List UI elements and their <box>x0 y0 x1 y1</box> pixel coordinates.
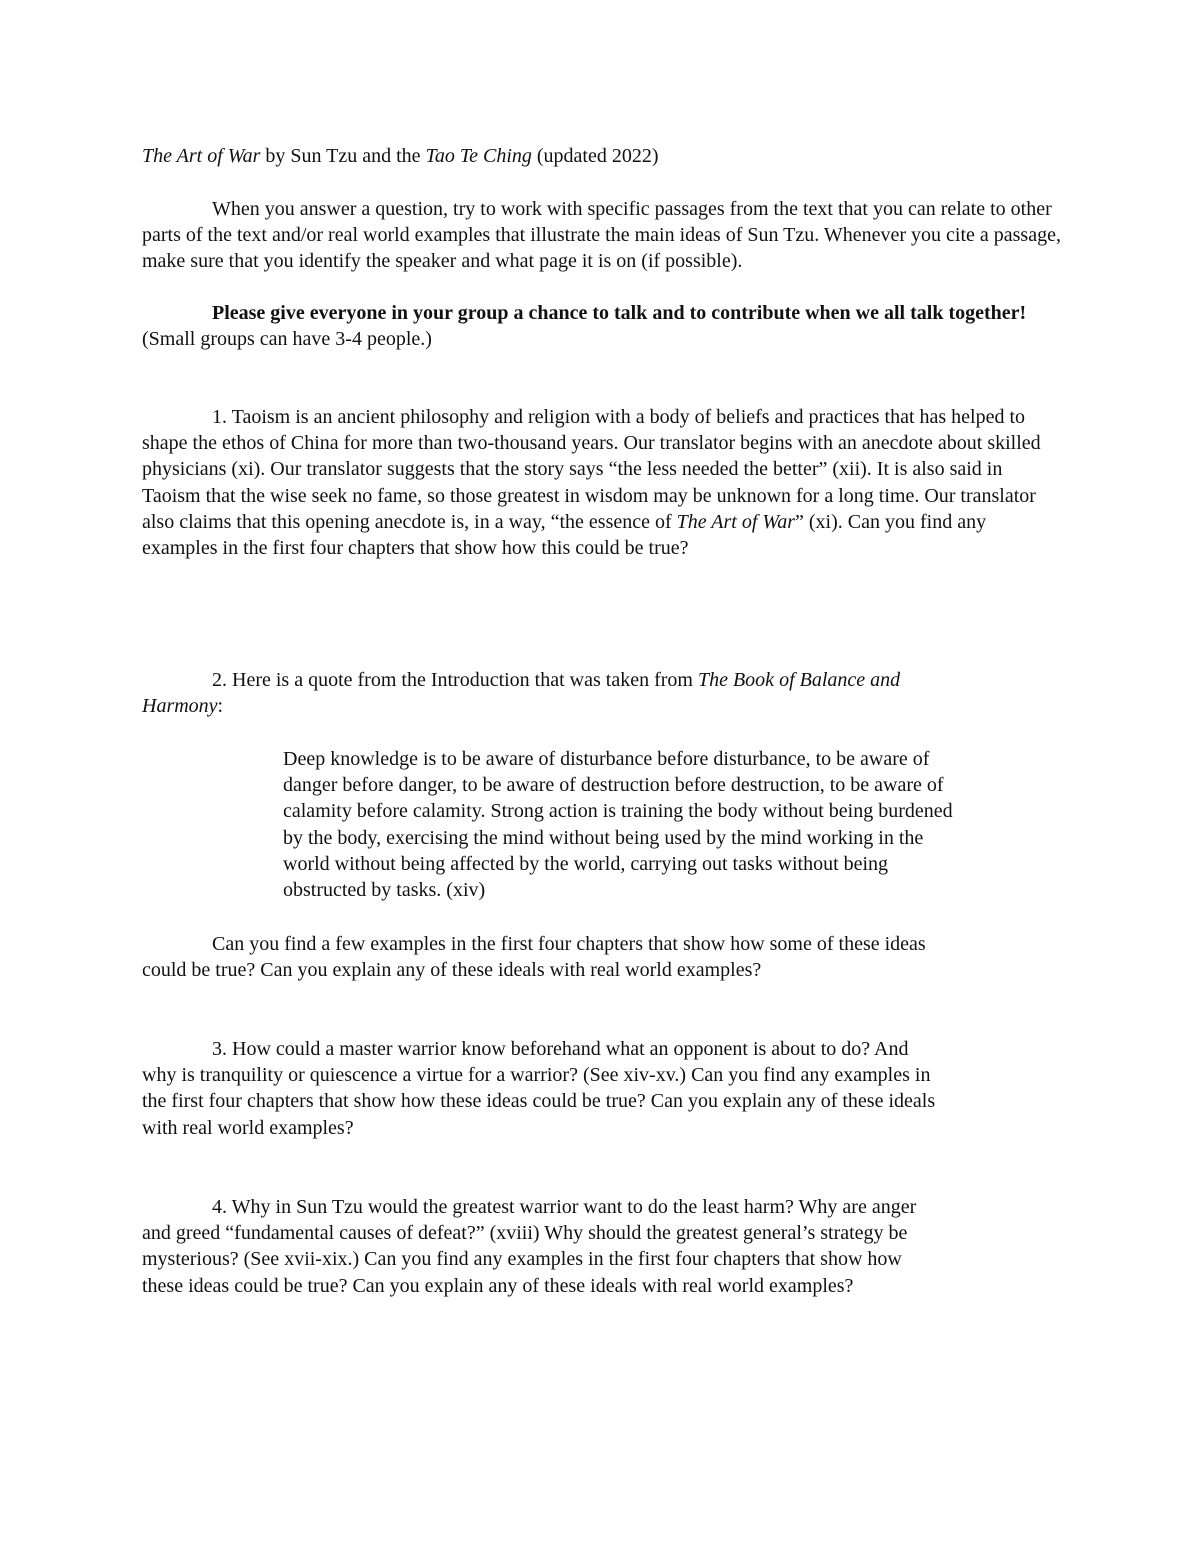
group-note-bold: Please give everyone in your group a chance to talk and to contribute when we all talk together! <box>212 302 1027 324</box>
question-3: 3. How could a master warrior know beforehand what an opponent is about to do? And why is tranquility or quiescence a virtue for a warrior? (See xiv-xv.) Can you find any examples in the first four chapters that show how these ideas could be true? Can you explain any of these ideals with real world examples? <box>142 1038 936 1139</box>
question-1: 1. Taoism is an ancient philosophy and religion with a body of beliefs and practices that has helped to shape the ethos of China for more than two-thousand years. Our translator begins with an anecdote about skilled physicians (xi). Our translator suggests that the story says “the less needed the better” (xii). It is also said in Taoism that the wise seek no fame, so those greatest in wisdom may be unknown for a long time. Our translator also claims that this opening anecdote is, in a way, “the essence of The Art of War” (xi). Can you find any examples in the first four chapters that show how this could be true? <box>142 406 1041 560</box>
group-note-rest: (Small groups can have 3-4 people.) <box>142 328 432 351</box>
document-title <box>142 143 1062 169</box>
question-4: 4. Why in Sun Tzu would the greatest warrior want to do the least harm? Why are anger and greed “fundamental causes of defeat?” (xviii) Why should the greatest general’s strategy be mysterious? (See xvii-xix.) Can you find any examples in the first four chapters that show how these ideas could be true? Can you explain any of these ideals with real world examples? <box>142 1196 917 1297</box>
group-note <box>142 300 1062 352</box>
question-2: 2. Here is a quote from the Introduction that was taken from The Book of Balance and Harmony: <box>142 669 901 718</box>
title-work-art-of-war: The Art of War <box>142 145 261 167</box>
title-work-tao-te-ching: Tao Te Ching <box>425 145 532 167</box>
intro-paragraph: When you answer a question, try to work with specific passages from the text that you can relate to other parts of the text and/or real world examples that illustrate the main ideas of Sun Tzu. Whenever you cite a passage, make sure that you identify the speaker and what page it is on (if possible). <box>142 198 1061 273</box>
question-1-title: The Art of War <box>676 510 796 533</box>
question-2-title: The Book of Balance and Harmony <box>142 669 901 718</box>
title-updated: (updated 2022) <box>531 145 659 167</box>
block-quote: Deep knowledge is to be aware of disturbance before disturbance, to be aware of danger before danger, to be aware of destruction before destruction, to be aware of calamity before calamity. Strong action is training the body without being burdened by the body, exercising the mind without being used by the mind working in the world without being affected by the world, carrying out tasks without being obstructed by tasks. (xiv) <box>283 748 953 902</box>
title-by: by Sun Tzu and the <box>260 145 426 167</box>
question-2-follow-up: Can you find a few examples in the first four chapters that show how some of these ideas could be true? Can you explain any of these ideals with real world examples? <box>142 933 926 982</box>
